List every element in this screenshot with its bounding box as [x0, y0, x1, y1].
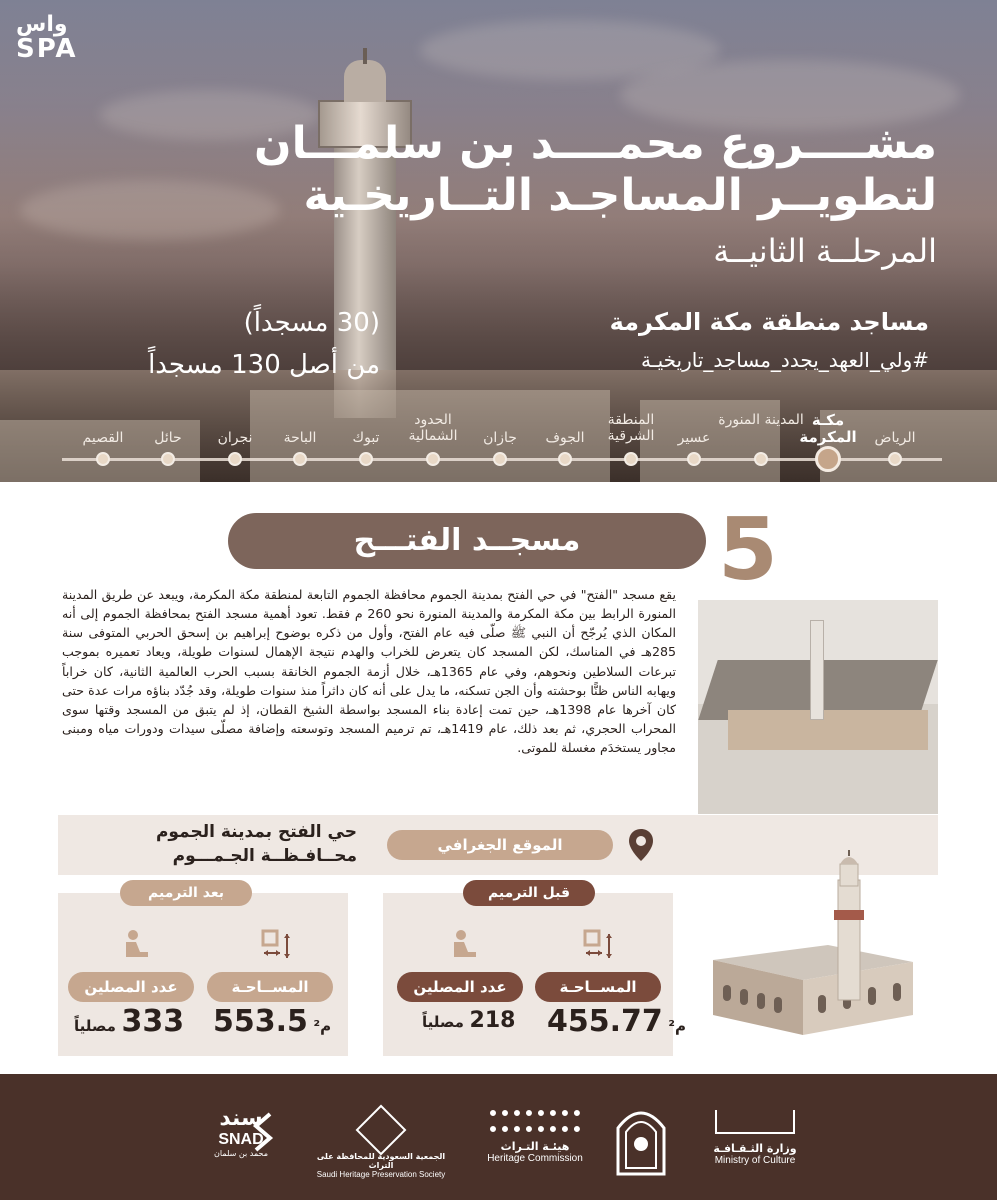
heritage-commission-latin: Heritage Commission	[487, 1153, 583, 1164]
timeline-dot[interactable]	[888, 452, 902, 466]
timeline-region-label[interactable]: عسير	[677, 430, 711, 446]
heritage-commission-mark-icon	[490, 1110, 580, 1132]
before-area-label: المســاحـة	[535, 972, 661, 1002]
after-worshippers-label: عدد المصلين	[68, 972, 194, 1002]
worshipper-icon	[446, 928, 480, 962]
spa-logo-arabic: واس	[16, 12, 68, 37]
timeline-dot[interactable]	[558, 452, 572, 466]
after-worshippers-value	[74, 1004, 184, 1039]
timeline-dot[interactable]	[687, 452, 701, 466]
timeline-region-label[interactable]: المدينة المنورة	[718, 412, 804, 428]
snad-mark-icon	[250, 1110, 278, 1160]
after-area-unit: م²	[313, 1017, 332, 1035]
timeline-region-label[interactable]: القصيم	[82, 430, 124, 446]
timeline-dot[interactable]	[426, 452, 440, 466]
mosque-name: مسجــد الفتـــح	[228, 513, 706, 569]
before-worshippers-value	[422, 1008, 515, 1033]
after-area-number: 553.5	[213, 1004, 308, 1039]
mosque-after-render	[708, 850, 918, 1040]
before-worshippers-label: عدد المصلين	[397, 972, 523, 1002]
timeline-region-label[interactable]: الرياض	[874, 430, 916, 446]
project-title-line2: لتطويــر المساجـد التــاريخـية	[303, 170, 937, 221]
ministry-culture-latin: Ministry of Culture	[714, 1155, 796, 1166]
after-worshippers-unit: مصلياً	[74, 1017, 116, 1035]
timeline-dot[interactable]	[161, 452, 175, 466]
timeline-region-label[interactable]: نجران	[217, 430, 253, 446]
ministry-culture-logo	[700, 1110, 810, 1166]
location-governorate: محــافـظــة الجـمـــوم	[172, 846, 357, 866]
mosque-before-image	[698, 600, 938, 814]
mosque-description: يقع مسجد "الفتح" في حي الفتح بمدينة الجموم محافظة الجموم التابعة لمنطقة مكة المكرمة، ويبعد عن طريق المدينة المنورة الرابط بين مكة المكرمة والمدينة المنورة نحو 260 م فقط. تعود أهمية مسجد الفتح بمحافظة الجموم إلى أنه المكان الذي يُرجّح أن النبي ﷺ صلّى فيه عام الفتح، وأول من ذكره بوضوح إبراهيم بن إسحق الحربي المتوفى سنة 285هـ في المناسك، لكن المسجد كان يتعرض للخراب والهدم نتيجة الإهمال لسنوات طويلة، ويعاد تعميره بموجب تبرعات السلاطين ونحوهم، وفي عام 1365هـ، خلال أزمة الجموم الخانقة بسبب الحرب العالمية الثانية، كان خراباً ويهابه الناس ظنًّا بوحشته وأن الجن تسكنه، ما يدل على أنه كان داثراً منذ سنوات طويلة، وقد جُدّد بناؤه مرات عدة حتى كان آخرها عام 1398هـ، حين تمت إعادة بناء المسجد بواسطة الشيخ القطان، إذ لم يتبق من المسجد وقتها سوى المحراب الحجري، ثم بعد ذلك، عام 1419هـ، تم ترميم المسجد وتوسعته وإضافة مصلّى سيدات ودورات مياه ومبنى مجاور يستخدَم مغسلة للموتى.	[62, 587, 677, 756]
timeline-region-label[interactable]: مكـة المكرمة	[799, 411, 857, 447]
timeline-dot[interactable]	[293, 452, 307, 466]
ministry-culture-arabic: وزارة الثـقـافـة	[713, 1142, 797, 1155]
after-area-label: المســاحـة	[207, 972, 333, 1002]
footer-bar	[0, 1074, 997, 1200]
before-worshippers-number: 218	[469, 1008, 516, 1033]
heritage-society-mark-icon	[356, 1105, 407, 1156]
spa-logo	[16, 14, 92, 62]
area-icon	[582, 928, 616, 962]
timeline-dot[interactable]	[96, 452, 110, 466]
heritage-society-latin: Saudi Heritage Preservation Society	[316, 1170, 446, 1179]
timeline-region-label[interactable]: الباحة	[283, 430, 317, 446]
location-district: حي الفتح بمدينة الجموم	[155, 822, 357, 842]
spa-logo-latin: SPA	[16, 34, 78, 64]
after-restoration-label: بعد الترميم	[120, 880, 252, 906]
timeline-region-label[interactable]: المنطقة الشرقية	[607, 412, 655, 445]
after-area-value	[213, 1004, 331, 1039]
snad-logo-arabic: سند	[219, 1106, 263, 1131]
location-label: الموقع الجغرافي	[387, 830, 613, 860]
project-title-line1: مشــــروع محمــــد بن سلمـــان	[254, 118, 937, 169]
before-area-value	[547, 1004, 686, 1039]
before-worshippers-unit: مصلياً	[422, 1013, 464, 1031]
timeline-dot[interactable]	[493, 452, 507, 466]
ministry-culture-mark-icon	[715, 1110, 795, 1134]
cloud-shape	[20, 180, 280, 240]
timeline-dot[interactable]	[624, 452, 638, 466]
mosque-total: من أصل 130 مسجداً	[148, 350, 380, 380]
hashtag: #ولي_العهد_يجدد_مساجد_تاريخيـة	[641, 348, 929, 372]
worshipper-icon	[118, 928, 152, 962]
timeline-region-label[interactable]: جازان	[483, 430, 517, 446]
mosque-count: (30 مسجداً)	[243, 308, 380, 338]
timeline-dot[interactable]	[228, 452, 242, 466]
timeline-dot[interactable]	[815, 446, 841, 472]
hero-banner	[0, 0, 997, 482]
snad-logo-latin: SNAD	[218, 1131, 264, 1148]
timeline-region-label[interactable]: تبوك	[352, 430, 380, 446]
after-worshippers-number: 333	[121, 1004, 185, 1039]
area-icon	[260, 928, 294, 962]
heritage-society-arabic: الجمعية السعودية للمحافظة على التراث	[316, 1152, 446, 1170]
timeline-region-label[interactable]: الحدود الشمالية	[408, 412, 458, 445]
region-heading: مساجد منطقة مكة المكرمة	[609, 308, 929, 336]
heritage-society-logo	[316, 1112, 446, 1179]
timeline-dot[interactable]	[359, 452, 373, 466]
mosque-number: 5	[718, 500, 778, 600]
before-area-number: 455.77	[547, 1004, 663, 1039]
before-restoration-label: قبل الترميم	[463, 880, 595, 906]
timeline-dot[interactable]	[754, 452, 768, 466]
heritage-commission-arabic: هيئـة التـراث	[500, 1140, 570, 1153]
ministry-islamic-affairs-emblem-icon	[612, 1098, 670, 1176]
timeline-region-label[interactable]: الجوف	[545, 430, 585, 446]
phase-subtitle: المرحلــة الثانيــة	[713, 232, 937, 270]
location-pin-icon	[628, 828, 654, 862]
before-area-unit: م²	[668, 1017, 686, 1035]
snad-logo-sub: محمد بن سلمان	[214, 1149, 268, 1158]
timeline-region-label[interactable]: حائل	[154, 430, 182, 446]
heritage-commission-logo	[470, 1110, 600, 1164]
